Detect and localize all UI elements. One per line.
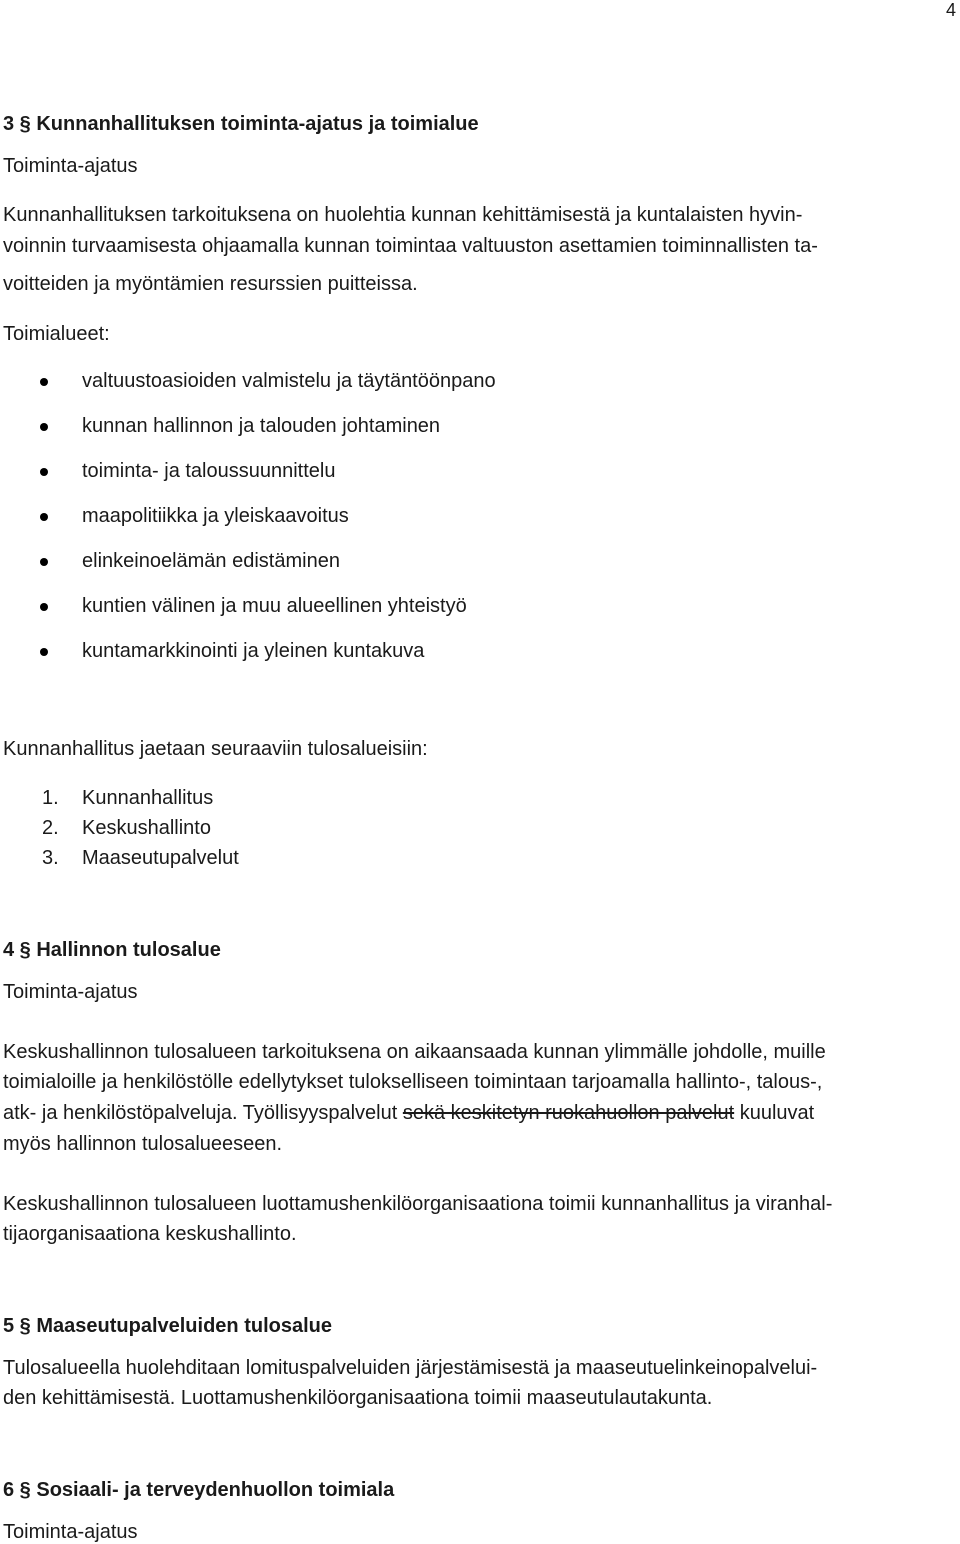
section-4-subheading: Toiminta-ajatus bbox=[3, 981, 138, 1003]
bullet-icon bbox=[40, 513, 48, 521]
unit-number: 3. bbox=[42, 847, 59, 869]
section-3-paragraph-line: voinnin turvaamisesta ohjaamalla kunnan toimintaa valtuuston asettamien toiminnallisten ta- bbox=[3, 235, 818, 257]
unit-label: Keskushallinto bbox=[82, 817, 211, 839]
section-4-paragraph-line: tijaorganisaationa keskushallinto. bbox=[3, 1223, 297, 1245]
unit-list-item bbox=[42, 846, 239, 870]
bullet-icon bbox=[40, 603, 48, 611]
section-5-paragraph-line: den kehittämisestä. Luottamushenkilöorganisaationa toimii maaseutulautakunta. bbox=[3, 1387, 713, 1409]
unit-number: 2. bbox=[42, 817, 59, 839]
area-label: maapolitiikka ja yleiskaavoitus bbox=[82, 505, 349, 527]
unit-label: Maaseutupalvelut bbox=[82, 847, 239, 869]
section-4-paragraph-line: Keskushallinnon tulosalueen tarkoituksena on aikaansaada kunnan ylimmälle johdolle, muille bbox=[3, 1041, 826, 1063]
unit-label: Kunnanhallitus bbox=[82, 787, 214, 809]
section-4-paragraph-line bbox=[3, 1101, 814, 1125]
section-3-heading: 3 § Kunnanhallituksen toiminta-ajatus ja toimialue bbox=[3, 113, 479, 135]
text-segment: kuuluvat bbox=[734, 1102, 815, 1124]
section-4-paragraph-line: toimialoille ja henkilöstölle edellytykset tulokselliseen toimintaan tarjoamalla hallinto-, talous-, bbox=[3, 1071, 823, 1093]
split-label: Kunnanhallitus jaetaan seuraaviin tulosalueisiin: bbox=[3, 738, 428, 760]
section-5-paragraph-line: Tulosalueella huolehditaan lomituspalveluiden järjestämisestä ja maaseutuelinkeinopalvelui- bbox=[3, 1357, 818, 1379]
section-3-paragraph-line: Kunnanhallituksen tarkoituksena on huolehtia kunnan kehittämisestä ja kuntalaisten hyvin- bbox=[3, 204, 803, 226]
section-4-paragraph-line: Keskushallinnon tulosalueen luottamushenkilöorganisaationa toimii kunnanhallitus ja viranhal- bbox=[3, 1193, 833, 1215]
bullet-icon bbox=[40, 468, 48, 476]
areas-label: Toimialueet: bbox=[3, 323, 110, 345]
bullet-icon bbox=[40, 558, 48, 566]
section-5-heading: 5 § Maaseutupalveluiden tulosalue bbox=[3, 1315, 332, 1337]
bullet-icon bbox=[40, 378, 48, 386]
area-label: kuntamarkkinointi ja yleinen kuntakuva bbox=[82, 640, 425, 662]
section-6-subheading: Toiminta-ajatus bbox=[3, 1521, 138, 1543]
bullet-icon bbox=[40, 648, 48, 656]
unit-list-item bbox=[42, 816, 211, 840]
section-4-paragraph-line: myös hallinnon tulosalueeseen. bbox=[3, 1133, 283, 1155]
unit-list-item bbox=[42, 786, 213, 810]
text-segment: atk- ja henkilöstöpalveluja. Työllisyyspalvelut bbox=[3, 1102, 403, 1124]
section-4-heading: 4 § Hallinnon tulosalue bbox=[3, 939, 221, 961]
section-3-subheading: Toiminta-ajatus bbox=[3, 155, 138, 177]
page-number: 4 bbox=[945, 0, 956, 20]
section-6-heading: 6 § Sosiaali- ja terveydenhuollon toimiala bbox=[3, 1479, 395, 1501]
area-label: valtuustoasioiden valmistelu ja täytäntöönpano bbox=[82, 370, 496, 392]
struck-text: sekä keskitetyn ruokahuollon palvelut bbox=[402, 1102, 735, 1124]
unit-number: 1. bbox=[42, 787, 59, 809]
section-3-paragraph-line: voitteiden ja myöntämien resurssien puitteissa. bbox=[3, 273, 418, 295]
area-label: kuntien välinen ja muu alueellinen yhteistyö bbox=[82, 595, 467, 617]
bullet-icon bbox=[40, 423, 48, 431]
area-label: toiminta- ja taloussuunnittelu bbox=[82, 460, 336, 482]
area-label: kunnan hallinnon ja talouden johtaminen bbox=[82, 415, 441, 437]
area-label: elinkeinoelämän edistäminen bbox=[82, 550, 340, 572]
